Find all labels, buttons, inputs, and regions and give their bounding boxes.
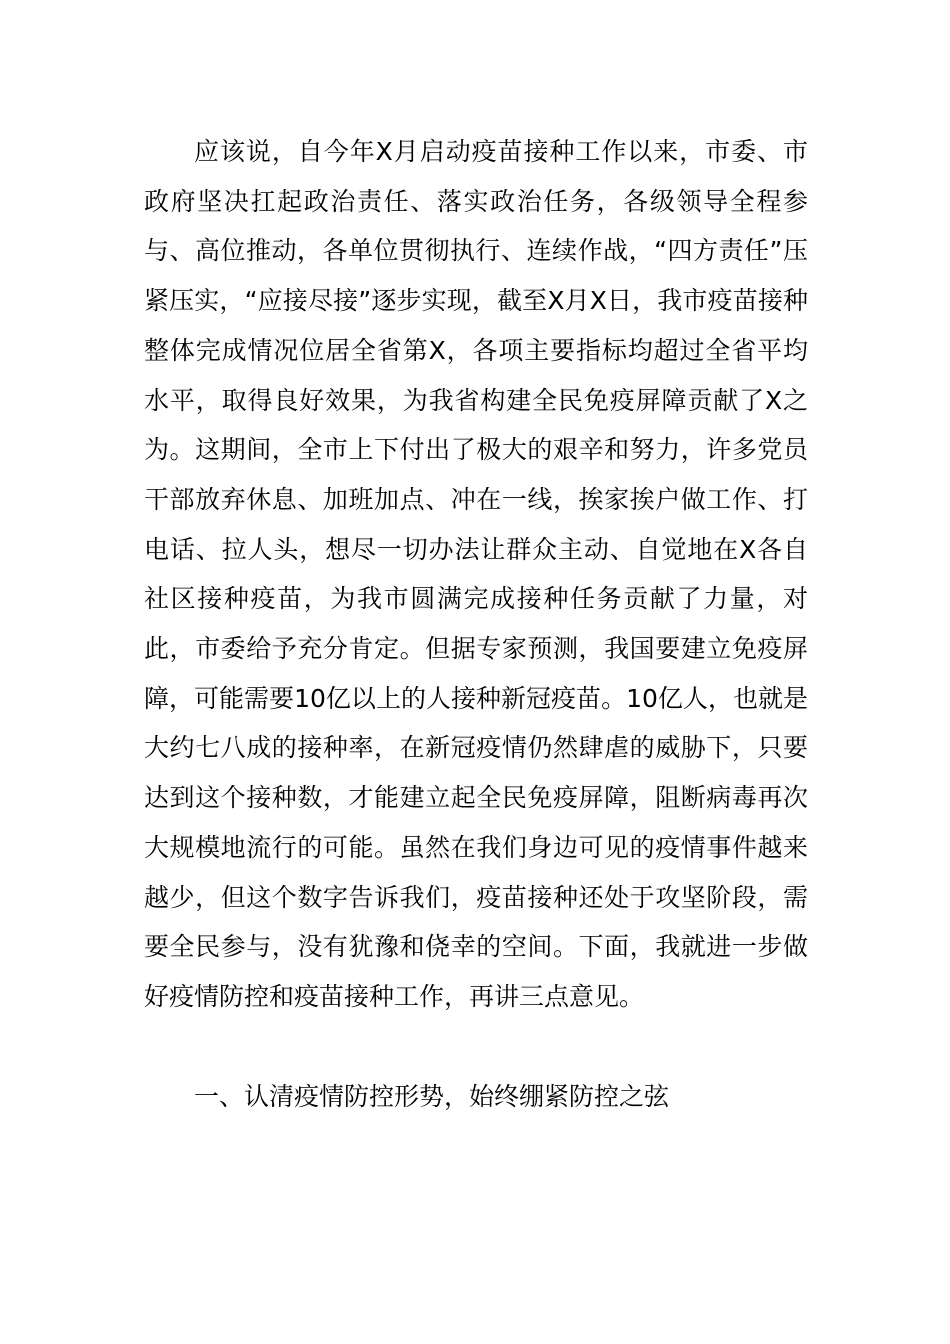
body-paragraph: 应该说，自今年X月启动疫苗接种工作以来，市委、市政府坚决扛起政治责任、落实政治任务，各级领导全程参与、高位推动，各单位贯彻执行、连续作战，“四方责任”压紧压实，“应接尽接”逐步实现，截至X月X日，我市疫苗接种整体完成情况位居全省第X，各项主要指标均超过全省平均水平，取得良好效果，为我省构建全民免疫屏障贡献了X之为。这期间，全市上下付出了极大的艰辛和努力，许多党员干部放弃休息、加班加点、冲在一线，挨家挨户做工作、打电话、拉人头，想尽一切办法让群众主动、自觉地在X各自社区接种疫苗，为我市圆满完成接种任务贡献了力量，对此，市委给予充分肯定。但据专家预测，我国要建立免疫屏障，可能需要10亿以上的人接种新冠疫苗。10亿人，也就是大约七八成的接种率，在新冠疫情仍然肆虐的威胁下，只要达到这个接种数，才能建立起全民免疫屏障，阻断病毒再次大规模地流行的可能。虽然在我们身边可见的疫情事件越来越少，但这个数字告诉我们，疫苗接种还处于攻坚阶段，需要全民参与，没有犹豫和侥幸的空间。下面，我就进一步做好疫情防控和疫苗接种工作，再讲三点意见。	[144, 137, 808, 1011]
section-heading: 一、认清疫情防控形势，始终绷紧防控之弦	[194, 1082, 670, 1111]
